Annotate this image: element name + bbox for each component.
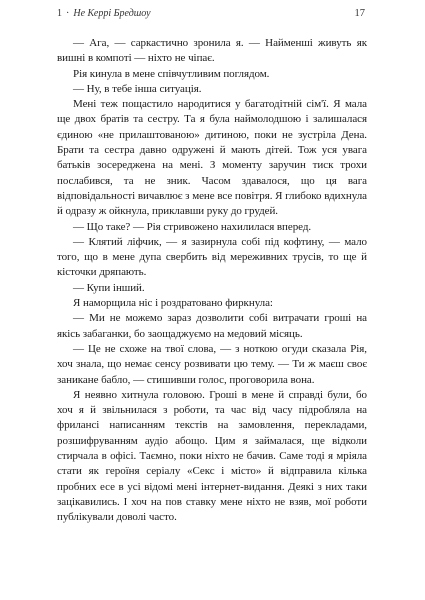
paragraph: Я наморщила ніс і роздратовано фиркнула: — [73, 297, 273, 310]
page-number: 17 — [354, 8, 365, 19]
paragraph: — Ага, — саркастично зронила я. — Найменші живуть як вишні в компоті — ніхто не чіпає. — [57, 37, 367, 65]
paragraph: — Ми не можемо зараз дозволити собі витрачати гроші на якісь забаганки, бо заощаджуємо на медовий місяць. — [57, 312, 367, 340]
paragraph: — Ну, в тебе інша ситуація. — [73, 82, 202, 95]
paragraph: Рія кинула в мене співчутливим поглядом. — [73, 67, 270, 80]
paragraph: — Купи інший. — [73, 281, 145, 294]
paragraph: — Це не схоже на твої слова, — з ноткою огуди сказала Рія, хоч знала, що немає сенсу розвивати цю тему. — Ти ж маєш своє заникане бабло, — стишивши голос, проговорила вона. — [57, 342, 367, 386]
paragraph: Мені теж пощастило народитися у багатодітній сім'ї. Я мала ще двох братів та сестру. Та я була наймолодшою і залишалася єдиною «не прилаштованою» дитиною, поки не зустріла Дена. Брати та сестра давно одружені й мають дітей. Тож уся увага батьків зосереджена на мені. З моменту заручин тиск трохи послабився, та не зник. Часом здавалося, що ця вага відповідальності вичавлює з мене все повітря. Я глибоко вдихнула й одразу ж ойкнула, приклавши руку до грудей. — [57, 98, 367, 218]
header-separator: · — [66, 8, 70, 19]
paragraph: — Що таке? — Рія стривожено нахилилася вперед. — [73, 220, 312, 233]
running-header — [57, 6, 365, 22]
chapter-number: 1 — [57, 8, 62, 19]
paragraph: Я неявно хитнула головою. Гроші в мене й справді були, бо хоч я й звільнилася з роботи, та час від часу підробляла на фрилансі написанням текстів на замовлення, перекладами, розшифруванням аудіо абощо. Цим я займалася, ще відколи стирчала в офісі. Таємно, поки ніхто не бачив. Саме тоді я мріяла стати як героїня серіалу «Секс і місто» й відправила кілька пробних есе в усі відомі мені інтернет-видання. Деякі з них таки зацікавились. І хоч на пов ставку мене ніхто не взяв, мої роботи публікували доволі часто. — [57, 388, 367, 524]
header-left — [57, 6, 151, 22]
paragraph: — Клятий ліфчик, — я зазирнула собі під кофтину, — мало того, що в мене дупа свербить від мереживних трусів, то ще й кісточки дряпають. — [57, 235, 367, 279]
running-title: Не Керрі Бредшоу — [73, 8, 151, 19]
body-text — [57, 36, 367, 526]
